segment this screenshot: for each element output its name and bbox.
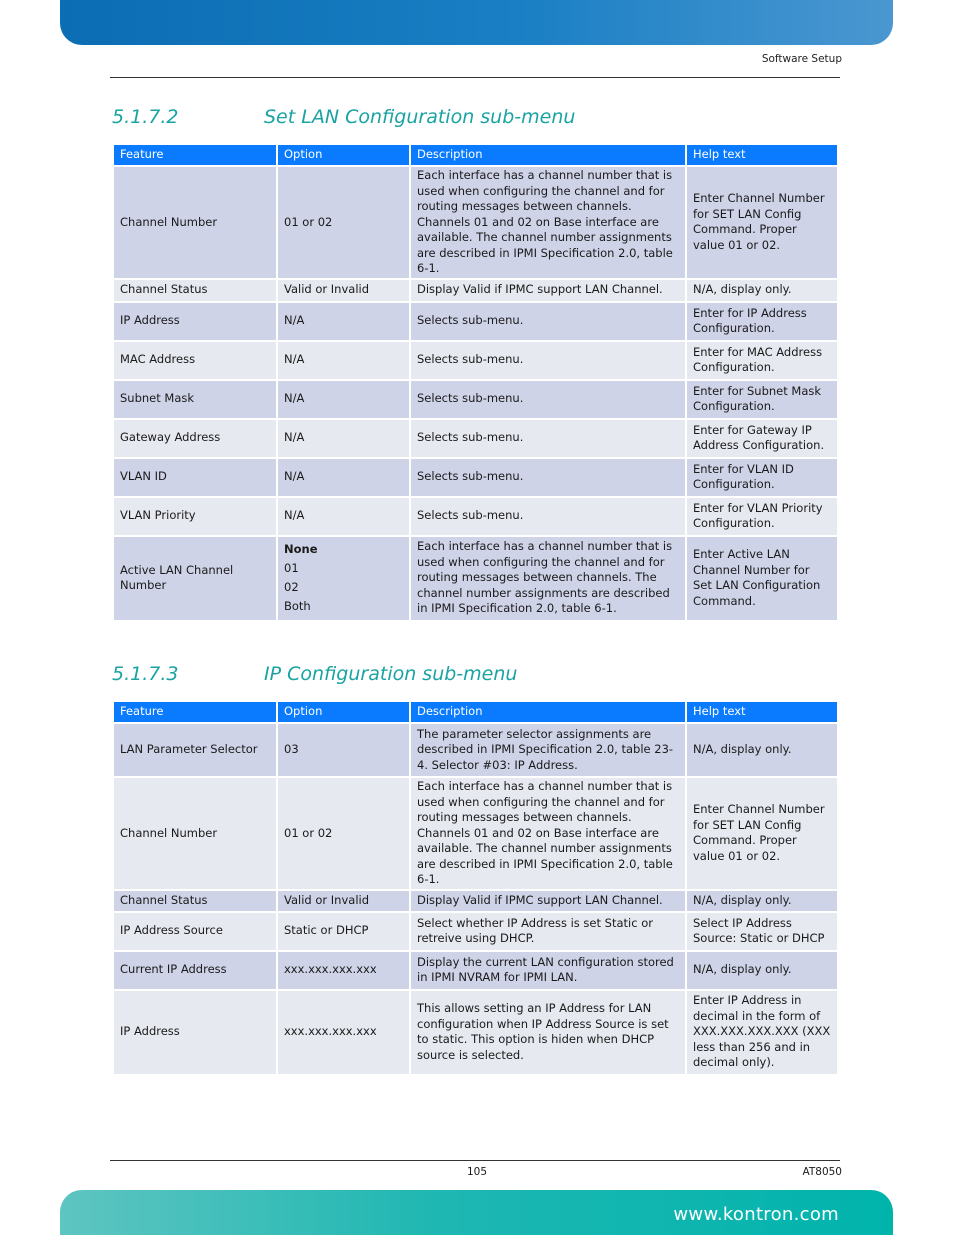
cell-feature: Gateway Address: [114, 420, 276, 457]
cell-help: Enter for IP Address Configuration.: [687, 303, 837, 340]
cell-option: 01 or 02: [278, 778, 409, 889]
section-number: 5.1.7.2: [112, 106, 179, 128]
cell-help: Enter for Gateway IP Address Configuration.: [687, 420, 837, 457]
section-number: 5.1.7.3: [112, 663, 179, 685]
table-row: [114, 537, 837, 620]
cell-description: Selects sub-menu.: [411, 342, 685, 379]
cell-feature: VLAN ID: [114, 459, 276, 496]
cell-option-list: [278, 537, 409, 620]
option-item: 02: [284, 580, 299, 594]
option-item: None: [284, 542, 318, 556]
page-number: 105: [467, 1166, 488, 1178]
table-row: [114, 280, 837, 301]
cell-help: N/A, display only.: [687, 952, 837, 989]
bottom-banner: [60, 1190, 893, 1235]
top-banner: [60, 0, 893, 45]
cell-help: N/A, display only.: [687, 724, 837, 776]
section-title: IP Configuration sub-menu: [264, 663, 518, 685]
cell-help: Enter Channel Number for SET LAN Config Command. Proper value 01 or 02.: [687, 167, 837, 278]
cell-option: N/A: [278, 420, 409, 457]
option-item: 01: [284, 561, 299, 575]
section-title: Set LAN Configuration sub-menu: [264, 106, 576, 128]
table-row: [114, 952, 837, 989]
table-row: [114, 498, 837, 535]
cell-option: 03: [278, 724, 409, 776]
column-header-help: Help text: [687, 702, 837, 722]
option-item: Both: [284, 599, 311, 613]
column-header-feature: Feature: [114, 702, 276, 722]
cell-description: Selects sub-menu.: [411, 459, 685, 496]
cell-help: N/A, display only.: [687, 280, 837, 301]
table-row: [114, 913, 837, 950]
section-heading-ip-config: [112, 663, 517, 685]
cell-description: Display Valid if IPMC support LAN Channel.: [411, 891, 685, 911]
cell-option: N/A: [278, 381, 409, 418]
cell-option: N/A: [278, 342, 409, 379]
column-header-description: Description: [411, 145, 685, 165]
cell-help: Enter IP Address in decimal in the form of XXX.XXX.XXX.XXX (XXX less than 256 and in decimal only).: [687, 991, 837, 1074]
column-header-option: Option: [278, 702, 409, 722]
cell-feature: IP Address: [114, 303, 276, 340]
cell-feature: MAC Address: [114, 342, 276, 379]
table-row: [114, 459, 837, 496]
cell-feature: Channel Status: [114, 891, 276, 911]
cell-description: Display the current LAN configuration stored in IPMI NVRAM for IPMI LAN.: [411, 952, 685, 989]
table-row: [114, 991, 837, 1074]
table-row: [114, 891, 837, 911]
cell-option: N/A: [278, 498, 409, 535]
cell-description: Selects sub-menu.: [411, 420, 685, 457]
cell-description: This allows setting an IP Address for LAN configuration when IP Address Source is set to static. This option is hiden when DHCP source is selected.: [411, 991, 685, 1074]
column-header-help: Help text: [687, 145, 837, 165]
ip-config-table: [112, 700, 839, 1076]
table-row: [114, 381, 837, 418]
cell-help: Enter for MAC Address Configuration.: [687, 342, 837, 379]
cell-help: Enter for VLAN Priority Configuration.: [687, 498, 837, 535]
cell-feature: Active LAN Channel Number: [114, 537, 276, 620]
cell-help: Enter Active LAN Channel Number for Set LAN Configuration Command.: [687, 537, 837, 620]
table-row: [114, 420, 837, 457]
cell-help: Enter for Subnet Mask Configuration.: [687, 381, 837, 418]
cell-feature: LAN Parameter Selector: [114, 724, 276, 776]
cell-option: N/A: [278, 459, 409, 496]
cell-feature: Channel Number: [114, 778, 276, 889]
cell-help: N/A, display only.: [687, 891, 837, 911]
cell-option: xxx.xxx.xxx.xxx: [278, 991, 409, 1074]
cell-description: Each interface has a channel number that is used when configuring the channel and for routing messages between channels. Channels 01 and 02 on Base interface are available. The channel number assignments are described in IPMI Specification 2.0, table 6-1.: [411, 778, 685, 889]
section-heading-lan-config: [112, 106, 575, 128]
cell-option: N/A: [278, 303, 409, 340]
cell-description: The parameter selector assignments are described in IPMI Specification 2.0, table 23-4. Selector #03: IP Address.: [411, 724, 685, 776]
cell-help: Enter Channel Number for SET LAN Config Command. Proper value 01 or 02.: [687, 778, 837, 889]
cell-feature: Channel Number: [114, 167, 276, 278]
table-row: [114, 303, 837, 340]
cell-option: xxx.xxx.xxx.xxx: [278, 952, 409, 989]
table-row: [114, 724, 837, 776]
column-header-option: Option: [278, 145, 409, 165]
cell-feature: VLAN Priority: [114, 498, 276, 535]
cell-description: Selects sub-menu.: [411, 381, 685, 418]
cell-option: Static or DHCP: [278, 913, 409, 950]
table-row: [114, 342, 837, 379]
header-rule: [110, 77, 840, 78]
column-header-feature: Feature: [114, 145, 276, 165]
cell-description: Selects sub-menu.: [411, 498, 685, 535]
footer-rule: [110, 1160, 840, 1161]
cell-description: Select whether IP Address is set Static or retreive using DHCP.: [411, 913, 685, 950]
column-header-description: Description: [411, 702, 685, 722]
cell-feature: Channel Status: [114, 280, 276, 301]
website-link[interactable]: www.kontron.com: [673, 1204, 839, 1225]
cell-option: Valid or Invalid: [278, 280, 409, 301]
table-row: [114, 167, 837, 278]
cell-description: Each interface has a channel number that is used when configuring the channel and for routing messages between channels. The channel number assignments are described in IPMI Specification 2.0, table 6-1.: [411, 537, 685, 620]
cell-description: Display Valid if IPMC support LAN Channel.: [411, 280, 685, 301]
cell-option: 01 or 02: [278, 167, 409, 278]
cell-option: Valid or Invalid: [278, 891, 409, 911]
header-section-label: Software Setup: [761, 53, 842, 65]
cell-feature: IP Address Source: [114, 913, 276, 950]
cell-description: Each interface has a channel number that is used when configuring the channel and for routing messages between channels. Channels 01 and 02 on Base interface are available. The channel number assignments are described in IPMI Specification 2.0, table 6-1.: [411, 167, 685, 278]
cell-help: Enter for VLAN ID Configuration.: [687, 459, 837, 496]
cell-feature: Current IP Address: [114, 952, 276, 989]
table-header-row: [114, 702, 837, 722]
cell-feature: Subnet Mask: [114, 381, 276, 418]
cell-feature: IP Address: [114, 991, 276, 1074]
lan-config-table: [112, 143, 839, 622]
cell-description: Selects sub-menu.: [411, 303, 685, 340]
cell-help: Select IP Address Source: Static or DHCP: [687, 913, 837, 950]
document-id: AT8050: [802, 1166, 842, 1178]
table-row: [114, 778, 837, 889]
table-header-row: [114, 145, 837, 165]
